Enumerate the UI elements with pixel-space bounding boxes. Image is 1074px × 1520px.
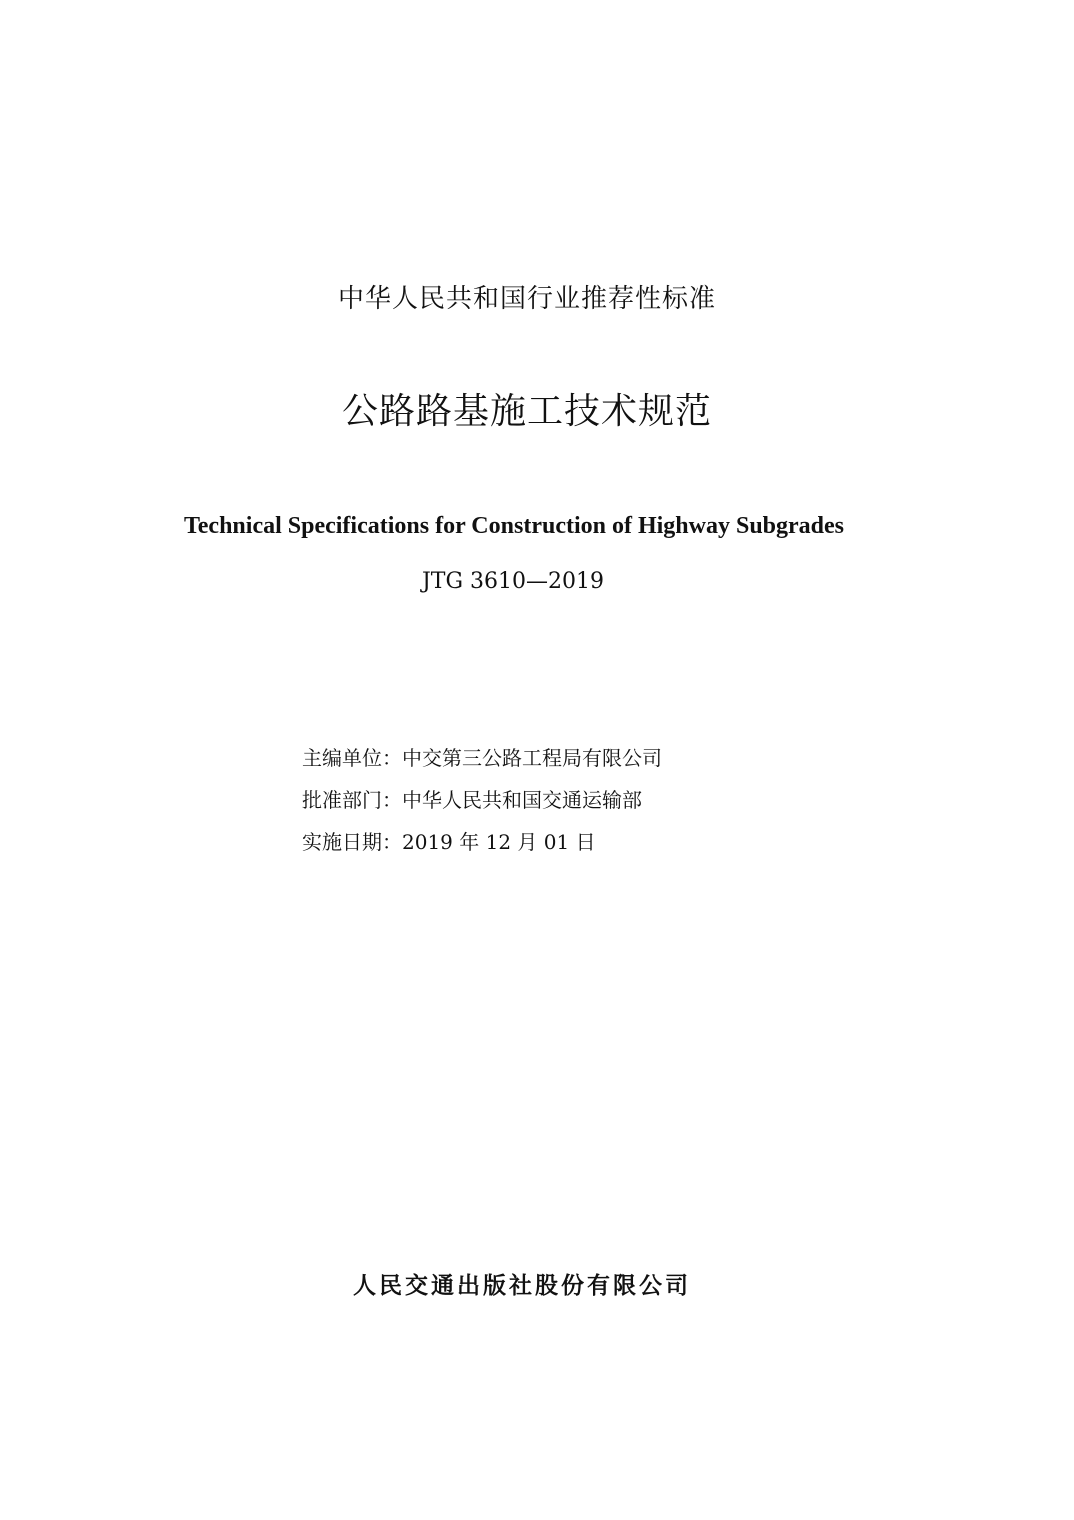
approving-department: 批准部门：中华人民共和国交通运输部 [302, 788, 642, 812]
standard-category: 中华人民共和国行业推荐性标准 [337, 284, 716, 314]
publisher: 人民交通出版社股份有限公司 [353, 1272, 691, 1299]
implementation-date: 实施日期：2019 年 12 月 01 日 [302, 830, 596, 854]
english-title: Technical Specifications for Construction of Highway Subgrades [183, 513, 845, 539]
standard-code: JTG 3610—2019 [421, 569, 605, 594]
chief-editor-unit: 主编单位：中交第三公路工程局有限公司 [302, 746, 662, 770]
page-title: 公路路基施工技术规范 [341, 391, 712, 432]
